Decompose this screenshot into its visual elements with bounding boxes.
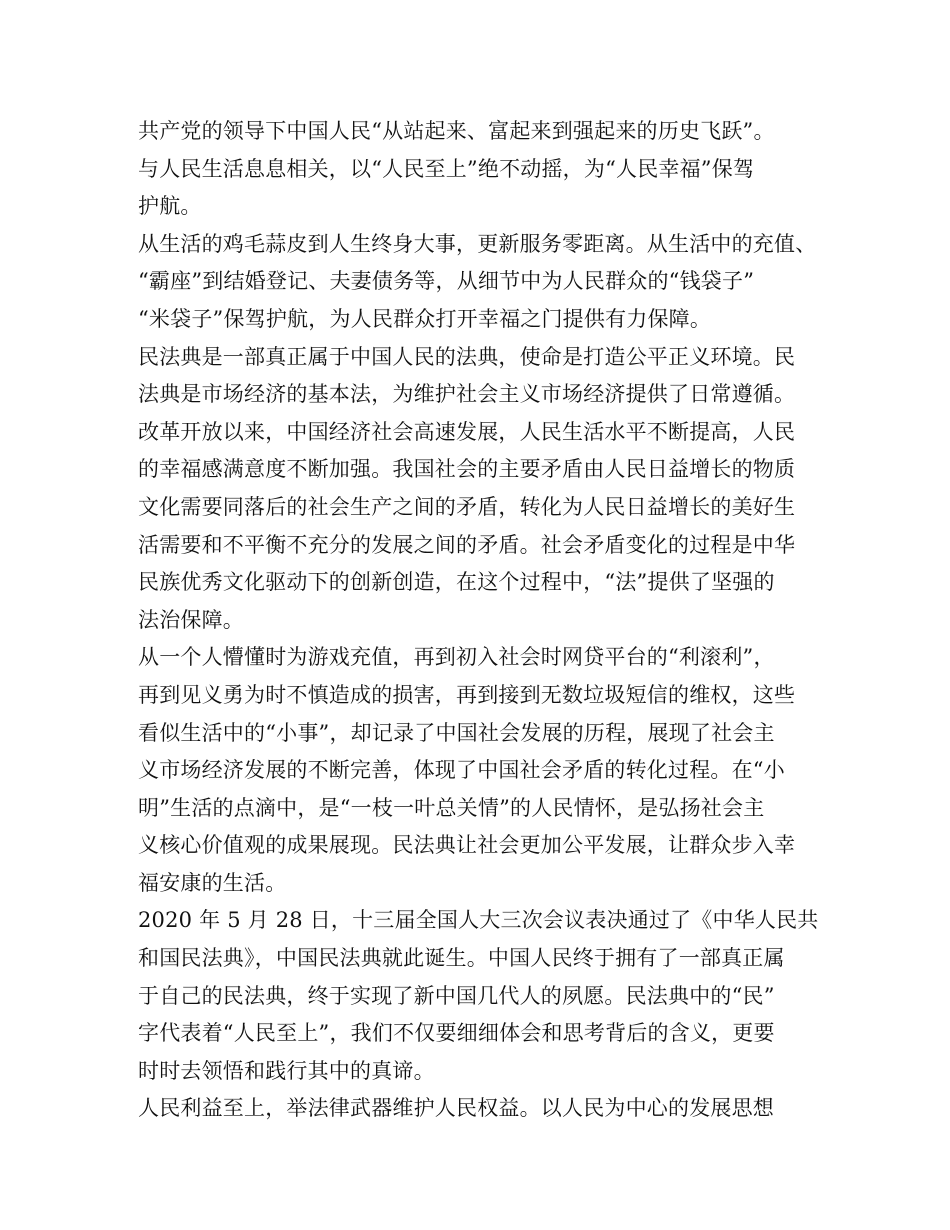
text-line: 人民利益至上，举法律武器维护人民权益。以人民为中心的发展思想 (138, 1096, 774, 1121)
text-line: 于自己的民法典，终于实现了新中国几代人的夙愿。民法典中的“民” (138, 983, 775, 1008)
text-line: 民族优秀文化驱动下的创新创造，在这个过程中，“法”提供了坚强的 (138, 570, 775, 595)
text-line: 护航。 (138, 194, 202, 219)
text-line: 的幸福感满意度不断加强。我国社会的主要矛盾由人民日益增长的物质 (138, 457, 796, 482)
text-line: 法典是市场经济的基本法，为维护社会主义市场经济提供了日常遵循。 (138, 382, 796, 407)
text-line: 2020 年 5 月 28 日，十三届全国人大三次会议表决通过了《中华人民共 (138, 908, 819, 933)
text-line: 法治保障。 (138, 607, 244, 632)
text-line: 从一个人懵懂时为游戏充值，再到初入社会时网贷平台的“利滚利”， (138, 645, 775, 670)
text-line: 改革开放以来，中国经济社会高速发展，人民生活水平不断提高，人民 (138, 419, 796, 444)
text-line: “米袋子”保驾护航，为人民群众打开幸福之门提供有力保障。 (138, 306, 712, 331)
text-line: 再到见义勇为时不慎造成的损害，再到接到无数垃圾短信的维权，这些 (138, 682, 796, 707)
text-line: 义核心价值观的成果展现。民法典让社会更加公平发展，让群众步入幸 (138, 833, 796, 858)
text-line: 活需要和不平衡不充分的发展之间的矛盾。社会矛盾变化的过程是中华 (138, 532, 796, 557)
text-line: 字代表着“人民至上”，我们不仅要细细体会和思考背后的含义，更要 (138, 1021, 775, 1046)
text-line: 民法典是一部真正属于中国人民的法典，使命是打造公平正义环境。民 (138, 344, 796, 369)
text-line: 从生活的鸡毛蒜皮到人生终身大事，更新服务零距离。从生活中的充值、 (138, 231, 817, 256)
text-line: 明”生活的点滴中，是“一枝一叶总关情”的人民情怀，是弘扬社会主 (138, 795, 765, 820)
text-line: 文化需要同落后的社会生产之间的矛盾，转化为人民日益增长的美好生 (138, 494, 796, 519)
document-body-text (138, 113, 828, 1128)
text-line: 共产党的领导下中国人民“从站起来、富起来到强起来的历史飞跃”。 (138, 119, 775, 143)
text-line: 义市场经济发展的不断完善，体现了中国社会矛盾的转化过程。在“小 (138, 758, 785, 783)
text-line: 与人民生活息息相关，以“人民至上”绝不动摇，为“人民幸福”保驾 (138, 156, 755, 181)
text-line: 看似生活中的“小事”，却记录了中国社会发展的历程，展现了社会主 (138, 720, 775, 745)
text-line: “霸座”到结婚登记、夫妻债务等，从细节中为人民群众的“钱袋子” (138, 269, 755, 294)
text-line: 福安康的生活。 (138, 870, 287, 895)
text-line: 和国民法典》，中国民法典就此诞生。中国人民终于拥有了一部真正属 (138, 946, 785, 971)
text-line: 时时去领悟和践行其中的真谛。 (138, 1058, 435, 1083)
